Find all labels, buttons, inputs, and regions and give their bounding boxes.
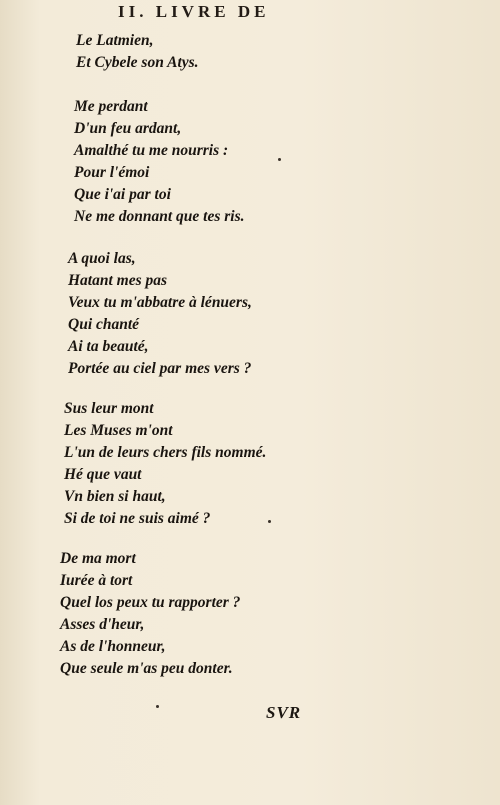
verse-line: Que i'ai par toi (74, 186, 171, 203)
stanza-1 (76, 30, 476, 74)
ink-speck (268, 520, 271, 523)
verse-line: Amalthé tu me nourris : (74, 142, 229, 159)
verse-line: Les Muses m'ont (64, 422, 173, 439)
verse-line: D'un feu ardant, (74, 120, 182, 137)
verse-line: Iurée à tort (60, 572, 133, 589)
verse-line: Hatant mes pas (68, 272, 168, 289)
verse-line: Pour l'émoi (74, 164, 150, 181)
stanza-2 (74, 96, 474, 228)
verse-line: Sus leur mont (64, 400, 154, 417)
verse-line: As de l'honneur, (60, 638, 166, 655)
verse-line: Me perdant (74, 98, 148, 115)
stanza-5 (60, 548, 460, 680)
stanza-4 (64, 398, 464, 530)
running-header: II. LIVRE DE (118, 2, 270, 21)
catchword: SVR (266, 703, 302, 722)
verse-line: Portée au ciel par mes vers ? (68, 360, 252, 377)
verse-line: Le Latmien, (76, 32, 154, 49)
verse-line: Veux tu m'abbatre à lénuers, (68, 294, 252, 311)
verse-line: Que seule m'as peu donter. (60, 660, 233, 677)
ink-speck (278, 158, 281, 161)
stanza-3 (68, 248, 468, 380)
verse-line: Si de toi ne suis aimé ? (64, 510, 211, 527)
verse-line: Ai ta beauté, (68, 338, 149, 355)
ink-speck (156, 705, 159, 708)
verse-line: A quoi las, (68, 250, 136, 267)
verse-line: Qui chanté (68, 316, 140, 333)
verse-line: L'un de leurs chers fils nommé. (64, 444, 267, 461)
verse-line: Asses d'heur, (60, 616, 145, 633)
verse-line: Vn bien si haut, (64, 488, 166, 505)
verse-line: Hé que vaut (64, 466, 142, 483)
verse-line: Ne me donnant que tes ris. (74, 208, 245, 225)
verse-line: Et Cybele son Atys. (76, 54, 199, 71)
verse-line: Quel los peux tu rapporter ? (60, 594, 241, 611)
verse-line: De ma mort (60, 550, 136, 567)
